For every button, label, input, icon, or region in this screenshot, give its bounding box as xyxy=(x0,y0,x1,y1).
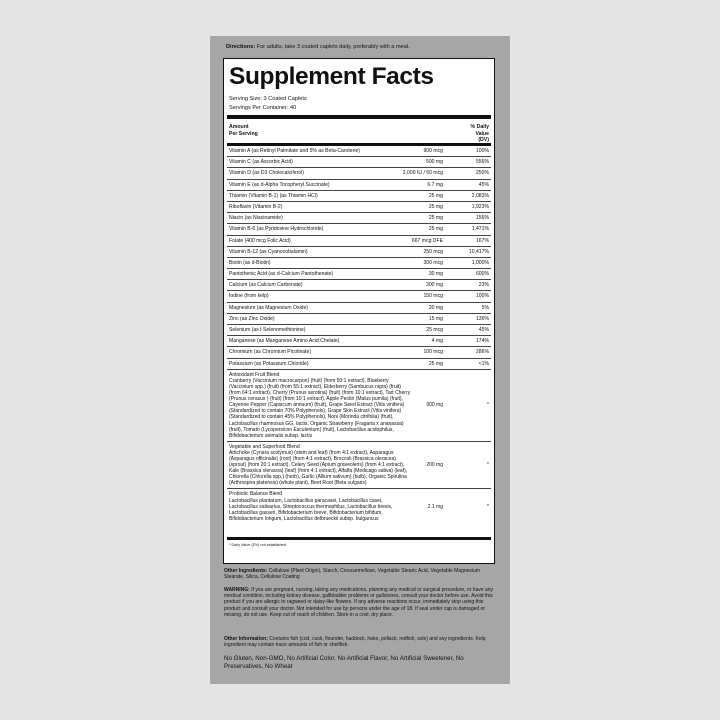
other-information-text: Contains fish (cod, cusk, flounder, haddock, hake, pollack, redfish, sole) and soy ingredients. Kelp ingredient may contain trace amounts of fish or shellfish. xyxy=(224,636,486,649)
antioxidant-fruit-blend-row xyxy=(227,370,491,442)
other-ingredients-label: Other Ingredients: xyxy=(224,568,268,574)
nutrient-name: Vitamin B-6 (as Pyridoxine Hydrochloride) xyxy=(229,226,324,233)
other-information xyxy=(224,636,496,648)
nutrient-name: Potassium (as Potassium Chloride) xyxy=(229,360,309,367)
nutrient-amount: 900 mcg xyxy=(423,148,443,154)
nutrient-row xyxy=(227,325,491,336)
nutrient-row xyxy=(227,359,491,370)
nutrient-dv: 156% xyxy=(475,215,489,222)
blend-title: Probiotic Balance Blend xyxy=(229,491,283,498)
nutrient-table xyxy=(227,146,491,524)
nutrient-amount: 20 mg xyxy=(428,304,443,311)
warning-text: If you are pregnant, nursing, taking any medications, planning any medical or surgical procedure, or have any medical condition, including kidney disease, gallbladder problems or gallstones, consult your doctor before use. Avoid this product if you are allergic to ragweed or daisy-like flowers. If any adverse reactions occur, immediately stop using this product and consult your doctor. Not intended for use by persons under the age of 18. If seal under cap is damaged or missing, do not use. Keep out of reach of children. Store in a cool, dry place. xyxy=(224,587,494,618)
nutrient-amount: 30 mg xyxy=(428,271,443,278)
blend-text xyxy=(227,489,411,523)
nutrient-amount: 6.7 mg xyxy=(427,181,443,188)
nutrient-dv: 600% xyxy=(475,271,489,278)
nutrient-name: Selenium (as l-Selenomethionine) xyxy=(229,327,306,333)
nutrient-name: Calcium (as Calcium Carbonate) xyxy=(229,282,303,289)
dv-header-line2: Value xyxy=(475,130,489,137)
daily-value-header xyxy=(471,124,489,144)
nutrient-name: Zinc (as Zinc Oxide) xyxy=(229,315,275,322)
nutrient-amount: 25 mg xyxy=(428,215,443,222)
nutrient-amount: 667 mcg DFE xyxy=(411,237,443,244)
directions-body: For adults, take 3 coated caplets daily, preferably with a meal. xyxy=(255,44,410,50)
blend-ingredients: Lactobacillus plantarum, Lactobacillus paracasei, Lactobacillus casei, Lactobacillus salivarius, Streptococcus thermophilus, Lactobacillus brevis, Lactobacillus gasseri, Bifidobacterium breve, Bifidobacterium bifidum, Bifidobacterium longum, Lactobacillus delbrueckii subsp. bulgaricus xyxy=(229,497,393,522)
nutrient-name: Riboflavin (Vitamin B-2) xyxy=(229,203,283,210)
other-information-label: Other Information: xyxy=(224,636,268,642)
nutrient-row xyxy=(227,191,491,202)
nutrient-name: Thiamin (Vitamin B-1) (as Thiamin HCl) xyxy=(229,192,318,199)
nutrient-dv: 10,417% xyxy=(468,248,489,255)
nutrient-amount: 25 mg xyxy=(428,203,443,210)
serving-size: Serving Size: 3 Coated Caplets xyxy=(229,96,307,102)
other-ingredients xyxy=(224,568,496,580)
nutrient-name: Folate (400 mcg Folic Acid) xyxy=(229,237,291,244)
nutrient-row xyxy=(227,336,491,347)
dv-header-line3: (DV) xyxy=(478,137,489,143)
nutrient-dv: 1,000% xyxy=(471,259,489,266)
nutrient-amount: 300 mcg xyxy=(423,259,443,266)
nutrient-name: Biotin (as d-Biotin) xyxy=(229,259,271,266)
nutrient-dv: 1,471% xyxy=(471,226,489,233)
blend-text xyxy=(227,442,411,489)
nutrient-dv: 45% xyxy=(478,181,489,188)
amount-header xyxy=(229,124,258,137)
nutrient-amount: 25 mg xyxy=(428,360,443,367)
nutrient-row xyxy=(227,236,491,247)
nutrient-name: Vitamin E (as d-Alpha Tocopheryl Succinate) xyxy=(229,181,330,188)
blend-ingredients: Artichoke (Cynara scolymus) (stem and leaf) (from 4:1 extract), Asparagus (Asparagus officinalis) (root) (from 4:1 extract), Broccoli (Brassica oleracea) (sprout) (from 20:1 extract), Celery Seed (Apium graveolens) (from 4:1 extract), Kale (Brassica oleracea) (leaf) (from 4:1 extract), Alfalfa (Medicago sativa) (leaf), Chlorella (Chlorella spp.) (herb), Garlic (Allium sativum) (bulb), Organic Spirulina (Arthrospira platensis) (whole plant), Beet Root (Beta vulgaris) xyxy=(229,449,408,487)
nutrient-row xyxy=(227,247,491,258)
nutrient-row xyxy=(227,291,491,302)
nutrient-amount: 100 mcg xyxy=(423,349,443,356)
blend-amount: 2.1 mg xyxy=(427,503,443,510)
nutrient-dv: 286% xyxy=(475,349,489,356)
warning-label: WARNING: xyxy=(224,587,250,593)
nutrient-name: Iodine (from kelp) xyxy=(229,293,269,300)
blend-amount: 200 mg xyxy=(426,462,443,469)
nutrient-row xyxy=(227,157,491,168)
nutrient-amount: 25 mg xyxy=(428,226,443,233)
nutrient-row xyxy=(227,303,491,314)
footer-divider xyxy=(227,537,491,540)
nutrient-row xyxy=(227,347,491,358)
nutrient-dv: 23% xyxy=(478,282,489,289)
nutrient-dv: 556% xyxy=(475,159,489,166)
nutrient-name: Vitamin A (as Retinyl Palmitate and 5% as Beta-Carotene) xyxy=(229,148,360,154)
nutrient-amount: 250 mcg xyxy=(423,248,443,255)
daily-value-footnote: * Daily Value (DV) not established. xyxy=(229,543,287,547)
nutrient-amount: 15 mg xyxy=(428,315,443,322)
probiotic-balance-blend-row xyxy=(227,489,491,523)
nutrient-dv: 100% xyxy=(475,293,489,300)
nutrient-name: Manganese (as Manganese Amino Acid Chelate) xyxy=(229,338,340,345)
nutrient-amount: 4 mg xyxy=(431,338,443,345)
nutrient-amount: 500 mg xyxy=(426,159,443,166)
nutrient-name: Niacin (as Niacinamide) xyxy=(229,215,283,222)
blend-text xyxy=(227,370,411,441)
free-from-claims: No Gluten, Non-GMO, No Artificial Color, No Artificial Flavor, No Artificial Sweetener, No Preservatives, No Wheat xyxy=(224,655,464,671)
nutrient-name: Vitamin B-12 (as Cyanocobalamin) xyxy=(229,248,308,255)
warning xyxy=(224,587,496,618)
nutrient-name: Chromium (as Chromium Picolinate) xyxy=(229,349,312,356)
nutrient-amount: 150 mcg xyxy=(423,293,443,300)
nutrient-name: Magnesium (as Magnesium Oxide) xyxy=(229,304,308,311)
servings-per-container: Servings Per Container: 40 xyxy=(229,105,297,111)
nutrient-row xyxy=(227,180,491,191)
nutrient-row xyxy=(227,202,491,213)
dv-header-line1: % Daily xyxy=(470,124,489,130)
nutrient-row xyxy=(227,213,491,224)
vegetable-superfood-blend-row xyxy=(227,442,491,490)
nutrient-row xyxy=(227,269,491,280)
other-ingredients-text: Cellulose (Plant Origin), Starch, Croscarmellose, Vegetable Stearic Acid, Vegetable Magnesium Stearate, Silica, Cellulose Coating xyxy=(224,568,480,581)
nutrient-dv: <1% xyxy=(478,360,489,367)
amount-header-line1: Amount xyxy=(229,124,249,130)
nutrient-amount: 25 mg xyxy=(428,192,443,199)
blend-dv: * xyxy=(487,462,489,469)
directions-label: Directions: xyxy=(226,44,256,50)
supplement-label-panel xyxy=(210,36,510,684)
blend-dv: * xyxy=(487,402,489,409)
nutrient-dv: 136% xyxy=(475,315,489,322)
nutrient-dv: 100% xyxy=(475,148,489,154)
facts-title: Supplement Facts xyxy=(229,63,434,90)
directions-text xyxy=(226,44,498,51)
supplement-facts-box xyxy=(223,58,495,564)
nutrient-amount: 25 mcg xyxy=(426,327,443,333)
thick-divider xyxy=(227,115,491,119)
nutrient-row xyxy=(227,146,491,157)
nutrient-dv: 2,083% xyxy=(471,192,489,199)
nutrient-name: Vitamin D (as D3 Cholecalciferol) xyxy=(229,170,304,177)
blend-ingredients: Cranberry (Vaccinium macrocarpon) (fruit) (from 50:1 extract), Blueberry (Vaccinium spp.) (fruit) (from 55:1 extract), Elderberry (Sambucus nigra) (fruit) (from 64:1 extract), Cherry (Prunus serotina) (fruit) (from 10:1 extract), Tart Cherry (Prunus cerasus ) (fruit) (from 10:1 extract), Apple Pectin (Malus pumila) (fruit), Cayenne Pepper (Capsicum annuum) (fruit), Grape Seed Extract (Vitis vinifera) (Standardized to contain 70% Polyphenols), Grape Skin Extract (Vitis vinifera) (Standardized to contain 45% Polyphenols), Noni (Morinda citrifolia) (fruit), Lactobacillus rhamnosus GG, lactis, Organic Strawberry (Fragaria x ananassa) (fruit), Tomato (Lycopersicon Esculentum) (fruit), Lactobacillus acidophilus, Bifidobacterium animalis subsp. lactis xyxy=(229,377,411,439)
amount-header-line2: Per Serving xyxy=(229,130,258,137)
blend-amount: 900 mg xyxy=(426,402,443,409)
nutrient-dv: 45% xyxy=(478,327,489,333)
nutrient-row xyxy=(227,258,491,269)
nutrient-row xyxy=(227,224,491,235)
blend-title: Antioxidant Fruit Blend xyxy=(229,371,280,378)
nutrient-amount: 2,000 IU / 50 mcg xyxy=(402,170,443,177)
nutrient-dv: 5% xyxy=(481,304,489,311)
nutrient-dv: 250% xyxy=(475,170,489,177)
nutrient-amount: 300 mg xyxy=(426,282,443,289)
nutrient-name: Pantothenic Acid (as d-Calcium Pantothenate) xyxy=(229,271,334,278)
blend-dv: * xyxy=(487,503,489,510)
nutrient-name: Vitamin C (as Ascorbic Acid) xyxy=(229,159,293,166)
nutrient-dv: 1,923% xyxy=(471,203,489,210)
nutrient-row xyxy=(227,280,491,291)
blend-title: Vegetable and Superfood Blend xyxy=(229,443,300,450)
nutrient-dv: 167% xyxy=(475,237,489,244)
nutrient-row xyxy=(227,168,491,179)
nutrient-dv: 174% xyxy=(475,338,489,345)
nutrient-row xyxy=(227,314,491,325)
